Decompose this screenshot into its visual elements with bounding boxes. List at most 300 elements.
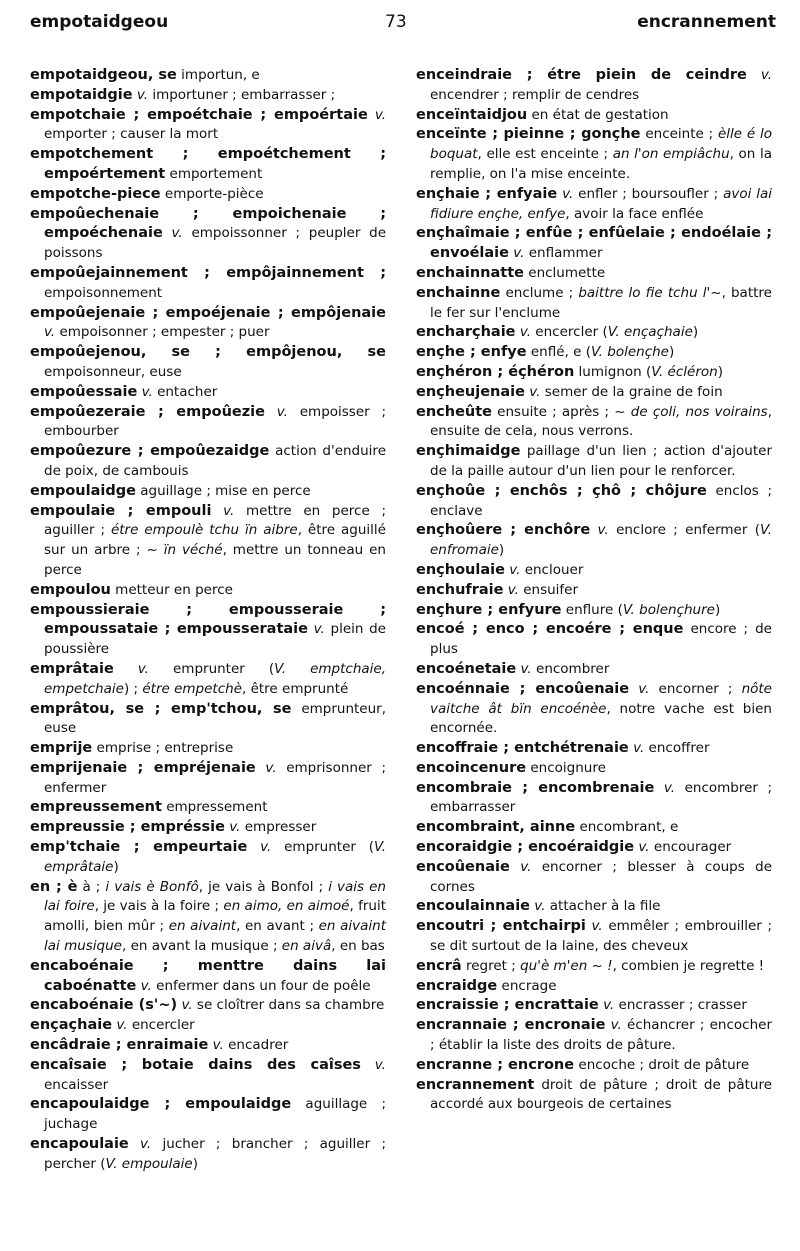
entry-definition: action d'enduire de poix, de cambouis <box>44 443 386 479</box>
dictionary-entry <box>416 1076 772 1116</box>
entry-definition <box>247 839 260 855</box>
entry-definition: plein de poussière <box>44 621 386 658</box>
entry-definition: empoisonnement <box>44 284 163 301</box>
entry-example: v. <box>212 1037 224 1054</box>
entry-definition: enfler ; boursoufler ; <box>573 185 724 202</box>
dictionary-entry <box>416 739 772 759</box>
entry-definition <box>265 404 277 420</box>
dictionary-entry <box>416 917 772 957</box>
entry-definition: , fruit amolli, bien mûr ; <box>44 898 386 935</box>
entry-definition: enceinte ; <box>640 126 718 143</box>
entry-definition: , en avant la musique ; <box>122 938 282 955</box>
entry-definition <box>747 67 761 83</box>
entry-example: en aivâ <box>281 938 332 955</box>
entry-headword: empreussement <box>30 799 162 816</box>
entry-definition: , on la remplie, on l'a mise enceinte. <box>430 146 773 182</box>
entry-example: V. enfromaie <box>430 522 772 559</box>
entry-headword: ençaçhaie <box>30 1017 113 1034</box>
dictionary-entry <box>30 66 386 86</box>
entry-definition: encourager <box>649 839 732 856</box>
entry-definition: enflé, e ( <box>526 344 591 361</box>
entry-headword: enceïnte ; pieinne ; gonçhe <box>416 126 641 143</box>
entry-headword: enchufraie <box>416 581 504 598</box>
entry-example: ~ de çoli, nos voirains <box>614 403 768 420</box>
entry-definition: encrasser ; crasser <box>614 997 747 1014</box>
entry-definition: encercler <box>127 1017 195 1034</box>
entry-definition: attacher à la file <box>545 898 661 915</box>
entry-definition: encore ; de plus <box>430 621 772 658</box>
dictionary-entry <box>30 1135 386 1175</box>
entry-example: avoi lai fidiure ençhe, enfye <box>430 185 772 222</box>
entry-definition: échancrer ; encocher ; établir la liste des droits de pâture. <box>430 1017 772 1054</box>
entry-example: nôte vaitche ât bïn encoénèe <box>430 680 772 717</box>
entry-headword: encrâ <box>416 957 462 974</box>
entry-headword: empoussieraie ; empousseraie ; empoussataie ; empousserataie <box>30 601 386 638</box>
entry-example: v. <box>610 1017 622 1034</box>
entry-definition: encaisser <box>44 1076 109 1093</box>
entry-headword: encoénnaie ; encoûenaie <box>416 680 630 697</box>
entry-example: v. <box>181 997 193 1014</box>
entry-headword: empotaidgie <box>30 86 133 103</box>
dictionary-entry <box>416 818 772 838</box>
entry-definition: metteur en perce <box>110 581 233 598</box>
entry-example: étre empoulè tchu ïn aibre <box>110 522 298 539</box>
entry-example: v. <box>529 383 541 400</box>
entry-definition: empoisser ; embourber <box>44 403 387 440</box>
left-column <box>30 66 386 1175</box>
entry-headword: encoé ; enco ; encoére ; enque <box>416 621 684 638</box>
entry-headword: encoulainnaie <box>416 898 530 915</box>
entry-definition: enflammer <box>524 245 603 262</box>
entry-example: v. <box>507 581 519 598</box>
dictionary-entry <box>30 601 386 660</box>
entry-definition: , je vais à la foire ; <box>94 898 224 915</box>
dictionary-entry <box>416 1016 772 1056</box>
entry-definition: , être emprunté <box>242 680 349 697</box>
entry-definition <box>129 1136 140 1152</box>
entry-example: v. <box>520 660 532 677</box>
entry-definition: encendrer ; remplir de cendres <box>430 86 640 103</box>
entry-definition: empressement <box>161 799 268 816</box>
entry-definition: enclumette <box>523 264 606 281</box>
entry-headword: encheûte <box>416 403 492 420</box>
dictionary-entry <box>416 581 772 601</box>
entry-headword: empoûechenaie ; empoichenaie ; empoéchenaie <box>30 205 386 242</box>
entry-headword: enchainnatte <box>416 264 524 281</box>
entry-definition: , elle est enceinte ; <box>477 146 613 163</box>
entry-headword: empotchement ; empoétchement ; empoértement <box>30 146 386 182</box>
entry-example: v. <box>760 67 772 83</box>
entry-headword: encoraidgie ; encoéraidgie <box>416 839 635 856</box>
entry-example: v. <box>603 997 615 1014</box>
dictionary-entry <box>30 838 386 878</box>
entry-example: V. bolençhe <box>590 344 669 361</box>
entry-example: v. <box>374 106 387 123</box>
dictionary-entry <box>416 442 772 482</box>
entry-example: v. <box>534 898 546 915</box>
entry-example: i vais è Bonfô <box>105 878 199 895</box>
entry-definition: semer de la graine de foin <box>540 383 723 400</box>
entry-definition: jucher ; brancher ; aguiller ; percher ( <box>44 1136 386 1172</box>
entry-definition <box>256 760 266 776</box>
entry-headword: ençheujenaie <box>416 383 525 400</box>
dictionary-entry <box>416 264 772 284</box>
entry-example: qu'è m'en ~ ! <box>520 957 613 974</box>
entry-definition: ) <box>113 858 119 875</box>
entry-example: en aivaint <box>168 918 237 935</box>
entry-definition: ensuifer <box>518 581 579 598</box>
dictionary-entry <box>416 601 772 621</box>
entry-headword: en ; è <box>30 878 78 895</box>
entry-definition: , en bas <box>331 938 385 955</box>
dictionary-entry <box>416 561 772 581</box>
entry-example: v. <box>140 977 152 994</box>
dictionary-entry <box>30 86 386 106</box>
running-head <box>30 12 776 38</box>
dictionary-entry <box>30 482 386 502</box>
entry-headword: encharçhaie <box>416 324 516 341</box>
entry-headword: encaboénaie (s'~) <box>30 997 178 1014</box>
entry-definition: aguillage ; juchage <box>44 1096 386 1133</box>
dictionary-entry <box>30 1056 386 1096</box>
entry-definition: , combien je regrette ! <box>612 957 765 974</box>
entry-headword: encoffraie ; entchétrenaie <box>416 740 629 757</box>
entry-example: v. <box>313 621 325 638</box>
entry-example: v. <box>663 779 676 796</box>
running-head-first-word: empotaidgeou <box>30 12 169 32</box>
entry-definition: emporter ; causer la mort <box>44 126 219 143</box>
entry-definition: encombrant, e <box>575 819 679 836</box>
entry-definition: , en avant ; <box>236 918 319 935</box>
dictionary-entry <box>416 897 772 917</box>
dictionary-entry <box>30 343 386 383</box>
entry-definition: encombrer ; embarrasser <box>430 779 773 816</box>
entry-headword: empotaidgeou, se <box>30 67 177 83</box>
dictionary-entry <box>416 323 772 343</box>
entry-example: v. <box>260 839 272 856</box>
entry-definition: à ; <box>77 878 106 895</box>
entry-example: v. <box>140 1136 152 1153</box>
entry-definition: lumignon ( <box>574 363 652 380</box>
dictionary-entry <box>416 403 772 443</box>
entry-definition: , je vais à Bonfol ; <box>198 878 329 895</box>
right-column <box>416 66 772 1115</box>
entry-definition: emporte-pièce <box>160 185 264 202</box>
entry-headword: ençhoûe ; enchôs ; çhô ; chôjure <box>416 482 707 499</box>
entry-headword: empoûessaie <box>30 383 138 400</box>
entry-headword: ençhaie ; enfyaie <box>416 185 558 202</box>
entry-definition: emmêler ; embrouiller ; se dit surtout de la laine, des cheveux <box>430 918 773 955</box>
dictionary-entry <box>30 759 386 799</box>
dictionary-entry <box>416 363 772 383</box>
entry-headword: emprijenaie ; empréjenaie <box>30 759 256 776</box>
entry-definition: encadrer <box>223 1037 289 1054</box>
entry-definition: se cloîtrer dans sa chambre <box>192 997 385 1014</box>
entry-definition: regret ; <box>461 957 521 974</box>
entry-example: en aimo, en aimoé <box>223 898 350 915</box>
entry-definition <box>211 503 223 519</box>
entry-example: v. <box>562 185 574 202</box>
dictionary-entry <box>30 818 386 838</box>
entry-example: ~ ïn véché <box>146 542 223 559</box>
entry-definition: , notre vache est bien encornée. <box>430 700 772 737</box>
dictionary-entry <box>30 383 386 403</box>
entry-definition <box>654 780 664 796</box>
dictionary-entry <box>416 284 772 324</box>
entry-definition: aguillage ; mise en perce <box>135 482 311 499</box>
dictionary-entry <box>30 1016 386 1036</box>
dictionary-entry <box>416 1056 772 1076</box>
entry-example: v. <box>519 324 532 341</box>
entry-example: v. <box>276 403 288 420</box>
entry-headword: ençhoulaie <box>416 561 505 578</box>
entry-definition: empoisonneur, euse <box>44 363 182 380</box>
entry-example: i vais en lai foire <box>44 878 386 915</box>
dictionary-entry <box>416 996 772 1016</box>
entry-example: èlle é lo boquat <box>430 126 773 163</box>
entry-headword: encrannement <box>416 1076 535 1093</box>
dictionary-entry <box>416 660 772 680</box>
dictionary-entry <box>30 403 386 443</box>
dictionary-entry <box>30 739 386 759</box>
entry-example: v. <box>638 680 650 697</box>
dictionary-entry <box>30 106 386 146</box>
entry-definition: emprunter ( <box>148 660 275 677</box>
entry-headword: empoulaidge <box>30 482 136 499</box>
entry-definition <box>163 225 172 241</box>
entry-example: v. <box>223 502 235 519</box>
entry-example: V. bolençhure <box>622 601 715 618</box>
entry-headword: encoincenure <box>416 759 527 776</box>
dictionary-entry <box>416 482 772 522</box>
dictionary-entry <box>416 66 772 106</box>
dictionary-entry <box>30 878 386 957</box>
dictionary-entry <box>416 224 772 264</box>
dictionary-entry <box>30 304 386 344</box>
entry-definition: , battre le fer sur l'enclume <box>430 284 772 321</box>
dictionary-entry <box>30 145 386 185</box>
entry-definition: emprisonner ; enfermer <box>44 759 386 796</box>
entry-headword: ençhe ; enfye <box>416 344 527 361</box>
entry-example: v. <box>374 1056 386 1073</box>
entry-definition: encoffrer <box>644 740 710 757</box>
entry-example: V. écléron <box>651 363 718 380</box>
entry-definition: en état de gestation <box>527 106 669 123</box>
entry-definition: encercler ( <box>531 324 608 341</box>
entry-definition: paillage d'un lien ; action d'ajouter de la paille autour d'un lien pour le renforcer. <box>430 443 772 479</box>
entry-headword: encaîsaie ; botaie dains des caîses <box>30 1056 361 1073</box>
entry-headword: encraissie ; encrattaie <box>416 997 599 1014</box>
entry-headword: empreussie ; empréssie <box>30 819 225 836</box>
dictionary-entry <box>30 581 386 601</box>
dictionary-entry <box>30 264 386 304</box>
entry-example: v. <box>44 324 56 341</box>
dictionary-entry <box>30 502 386 581</box>
entry-headword: empoulaie ; empouli <box>30 502 212 519</box>
entry-example: v. <box>265 759 277 776</box>
entry-headword: encrannaie ; encronaie <box>416 1017 606 1034</box>
entry-definition <box>361 1057 375 1073</box>
entry-headword: empoûezeraie ; empoûezie <box>30 403 265 420</box>
entry-definition: encorner ; <box>649 680 742 697</box>
dictionary-entry <box>416 858 772 898</box>
entry-definition: ensuite ; après ; <box>492 403 615 420</box>
entry-headword: ençhaîmaie ; enfûe ; enfûelaie ; endoélaie ; envoélaie <box>416 225 772 262</box>
dictionary-entry <box>30 1036 386 1056</box>
dictionary-entry <box>416 977 772 997</box>
entry-example: v. <box>520 858 532 875</box>
entry-example: V. empoulaie <box>105 1155 193 1172</box>
entry-definition: ) ; <box>123 680 143 697</box>
entry-headword: encâdraie ; enraimaie <box>30 1037 209 1054</box>
entry-definition: enclos ; enclave <box>430 482 772 519</box>
entry-example: V. emprâtaie <box>44 839 387 875</box>
entry-headword: emprâtou, se ; emp'tchou, se <box>30 700 292 717</box>
entry-example: v. <box>633 740 645 757</box>
entry-headword: ençhure ; enfyure <box>416 601 562 618</box>
entry-example: v. <box>509 561 521 578</box>
entry-definition: emprunter ( <box>271 839 375 856</box>
dictionary-entry <box>30 185 386 205</box>
dictionary-entry <box>416 185 772 225</box>
entry-example: an l'on empiâchu <box>612 146 730 163</box>
entry-example: v. <box>141 383 153 400</box>
entry-definition: enfermer dans un four de poêle <box>151 977 371 994</box>
entry-definition: emprise ; entreprise <box>92 740 234 757</box>
entry-definition: importun, e <box>176 67 260 83</box>
entry-example: baittre lo fie tchu l'~ <box>578 284 722 301</box>
dictionary-entry <box>30 205 386 264</box>
entry-definition: encombrer <box>531 660 610 677</box>
entry-headword: encranne ; encrone <box>416 1056 575 1073</box>
entry-definition: encorner ; blesser à coups de cornes <box>430 858 772 895</box>
entry-definition <box>629 681 638 697</box>
entry-example: v. <box>229 819 241 836</box>
entry-definition: , ensuite de cela, nous verrons. <box>430 403 772 440</box>
entry-definition <box>590 522 597 538</box>
entry-example: v. <box>136 86 149 103</box>
entry-definition: encrage <box>497 977 557 994</box>
entry-headword: encapoulaidge ; empoulaidge <box>30 1096 292 1113</box>
dictionary-entry <box>30 660 386 700</box>
entry-definition: enflure ( <box>561 601 623 618</box>
entry-example: v. <box>116 1017 128 1034</box>
entry-example: v. <box>171 225 183 242</box>
entry-definition: empoisonner ; empester ; puer <box>55 324 270 341</box>
entry-example: v. <box>513 245 525 262</box>
dictionary-entry <box>416 343 772 363</box>
entry-definition: ) <box>192 1155 199 1172</box>
entry-example: v. <box>591 918 603 935</box>
dictionary-entry <box>416 383 772 403</box>
dictionary-entry <box>416 125 772 184</box>
entry-headword: ençhoûere ; enchôre <box>416 522 591 539</box>
entry-definition: importuner ; embarrasser ; <box>148 86 336 103</box>
entry-headword: encombraie ; encombrenaie <box>416 779 655 796</box>
entry-example: v. <box>597 522 609 539</box>
entry-definition: enclume ; <box>500 284 579 301</box>
entry-definition <box>114 661 138 677</box>
page-number: 73 <box>385 12 407 32</box>
dictionary-entry <box>416 106 772 126</box>
entry-definition: entacher <box>152 383 218 400</box>
entry-headword: empotche-piece <box>30 185 161 202</box>
dictionary-entry <box>416 779 772 819</box>
entry-headword: encoénetaie <box>416 660 517 677</box>
entry-definition: enclouer <box>520 561 584 578</box>
entry-definition: , avoir la face enflée <box>565 205 704 222</box>
entry-headword: encoûenaie <box>416 858 510 875</box>
entry-headword: empoulou <box>30 581 111 598</box>
entry-example: V. emptchaie, empetchaie <box>44 660 387 697</box>
dictionary-entry <box>416 620 772 660</box>
dictionary-entry <box>30 957 386 997</box>
entry-example: v. <box>638 839 650 856</box>
dictionary-entry <box>416 957 772 977</box>
entry-definition: mettre en perce ; aguiller ; <box>44 502 386 539</box>
entry-headword: emprâtaie <box>30 660 114 677</box>
entry-example: v. <box>137 660 149 677</box>
running-head-last-word: encrannement <box>637 12 776 32</box>
entry-definition: ) <box>498 542 505 559</box>
entry-headword: emprije <box>30 740 93 757</box>
entry-definition: , être aguillé sur un arbre ; <box>44 522 386 559</box>
dictionary-entry <box>30 798 386 818</box>
dictionary-entry <box>30 442 386 482</box>
dictionary-entry <box>416 680 772 739</box>
entry-example: étre empetchè <box>142 680 242 697</box>
entry-headword: emp'tchaie ; empeurtaie <box>30 839 248 856</box>
entry-headword: empoûezure ; empoûezaidge <box>30 443 270 460</box>
entry-definition: enclore ; enfermer ( <box>608 522 761 539</box>
dictionary-entry <box>30 996 386 1016</box>
entry-headword: empoûejenou, se ; empôjenou, se <box>30 344 386 361</box>
entry-headword: enceïntaidjou <box>416 106 528 123</box>
dictionary-entry <box>416 521 772 561</box>
entry-definition: empoissonner ; peupler de poissons <box>44 225 386 262</box>
entry-definition: encoignure <box>526 759 606 776</box>
entry-example: V. ençaçhaie <box>607 324 693 341</box>
entry-headword: empotchaie ; empoétchaie ; empoértaie <box>30 106 368 123</box>
entry-headword: ençhéron ; éçhéron <box>416 363 575 380</box>
entry-definition: ) <box>692 324 699 341</box>
entry-headword: ençhimaidge <box>416 443 521 460</box>
entry-example: en aivaint lai musique <box>44 918 386 955</box>
entry-definition: ) <box>668 344 675 361</box>
dictionary-entry <box>30 1095 386 1135</box>
entry-definition <box>368 107 375 123</box>
entry-definition: , mettre un tonneau en perce <box>44 542 386 578</box>
entry-headword: encombraint, ainne <box>416 819 576 836</box>
entry-headword: empoûejainnement ; empôjainnement ; <box>30 264 386 281</box>
entry-definition: encoche ; droit de pâture <box>574 1056 750 1073</box>
entry-definition: droit de pâture ; droit de pâture accordé aux bourgeois de certaines <box>430 1076 772 1113</box>
entry-headword: encapoulaie <box>30 1136 129 1153</box>
dictionary-entry <box>416 838 772 858</box>
entry-headword: encraidge <box>416 977 498 994</box>
entry-headword: encaboénaie ; menttre dains lai caboénatte <box>30 957 386 994</box>
entry-definition: emprunteur, euse <box>44 700 387 737</box>
dictionary-entry <box>30 700 386 740</box>
dictionary-entry <box>416 759 772 779</box>
entry-headword: enceindraie ; étre piein de ceindre <box>416 67 747 83</box>
entry-definition <box>510 859 520 875</box>
entry-headword: enchainne <box>416 284 501 301</box>
entry-definition: empresser <box>240 819 317 836</box>
entry-definition: ) <box>717 363 723 380</box>
entry-definition: ) <box>714 601 721 618</box>
entry-headword: encoutri ; entchairpi <box>416 918 586 935</box>
